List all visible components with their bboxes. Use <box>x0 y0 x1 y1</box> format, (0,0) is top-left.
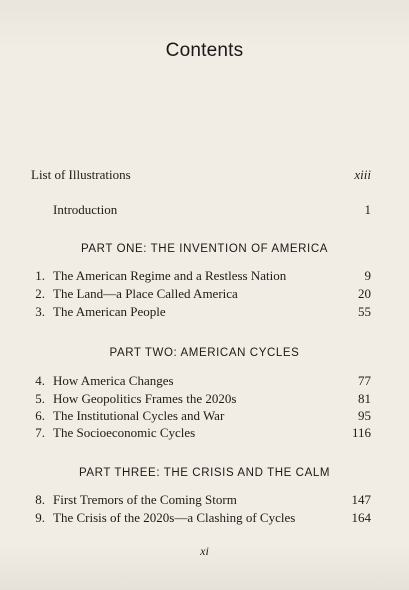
page-title: Contents <box>165 40 244 61</box>
chapter-page: 81 <box>358 391 371 406</box>
chapter-title: The American Regime and a Restless Nation <box>53 268 287 283</box>
chapter-title: The Land—a Place Called America <box>53 286 238 301</box>
entry-label: List of Illustrations <box>31 167 131 182</box>
chapter-title: How Geopolitics Frames the 2020s <box>53 391 237 406</box>
entry-page: 1 <box>364 202 371 217</box>
chapter-page: 147 <box>351 492 371 507</box>
part-heading: PART THREE: THE CRISIS AND THE CALM <box>78 467 331 479</box>
chapter-number: 7. <box>35 425 45 440</box>
chapter-page: 77 <box>358 373 371 388</box>
entry-page: xiii <box>354 167 371 182</box>
chapter-entry[interactable] <box>0 423 409 443</box>
chapter-title: How America Changes <box>53 373 174 388</box>
chapter-entry[interactable] <box>0 508 409 528</box>
chapter-number: 8. <box>35 492 45 507</box>
chapter-number: 6. <box>35 408 45 423</box>
chapter-page: 164 <box>351 510 371 525</box>
chapter-number: 3. <box>35 304 45 319</box>
chapter-title: The Socioeconomic Cycles <box>53 425 196 440</box>
toc-entry-illustrations[interactable] <box>0 165 409 185</box>
chapter-entry[interactable] <box>0 266 409 286</box>
chapter-page: 20 <box>358 286 371 301</box>
chapter-page: 95 <box>358 408 371 423</box>
toc-entry-introduction[interactable] <box>0 200 409 220</box>
part-heading: PART ONE: THE INVENTION OF AMERICA <box>80 243 329 255</box>
chapter-title: The Crisis of the 2020s—a Clashing of Cycles <box>53 510 296 525</box>
chapter-number: 9. <box>35 510 45 525</box>
chapter-number: 4. <box>35 373 45 388</box>
chapter-page: 116 <box>351 425 371 440</box>
chapter-entry[interactable] <box>0 302 409 322</box>
chapter-number: 2. <box>35 286 45 301</box>
chapter-page: 55 <box>358 304 371 319</box>
chapter-entry[interactable] <box>0 371 409 391</box>
chapter-title: First Tremors of the Coming Storm <box>53 492 237 507</box>
chapter-number: 5. <box>35 391 45 406</box>
page-folio: xi <box>200 544 209 558</box>
chapter-number: 1. <box>35 268 45 283</box>
chapter-entry[interactable] <box>0 284 409 304</box>
chapter-title: The Institutional Cycles and War <box>53 408 225 423</box>
chapter-title: The American People <box>53 304 166 319</box>
part-heading: PART TWO: AMERICAN CYCLES <box>109 347 300 359</box>
chapter-page: 9 <box>364 268 371 283</box>
chapter-entry[interactable] <box>0 490 409 510</box>
entry-label: Introduction <box>53 202 118 217</box>
